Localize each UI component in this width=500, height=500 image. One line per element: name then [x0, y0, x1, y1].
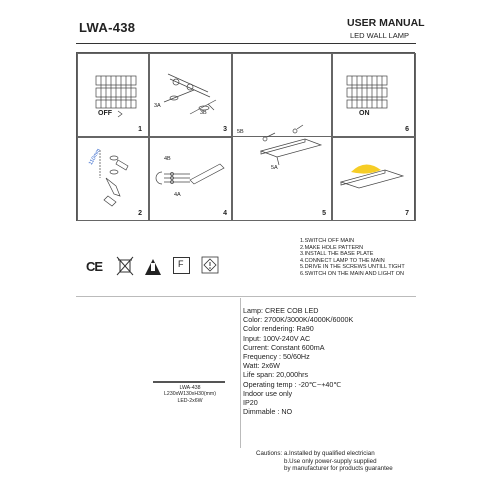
spec-list	[243, 306, 443, 416]
panel-number: 3	[223, 126, 227, 133]
spec-item: Color: 2700K/3000K/4000K/6000K	[243, 315, 354, 325]
spec-item: IP20	[243, 398, 258, 408]
mounting-surface-icon	[143, 255, 163, 277]
step-item: 1.SWITCH OFF MAIN	[300, 238, 355, 244]
spec-item: Color rendering: Ra90	[243, 324, 314, 334]
panel-number: 7	[405, 210, 409, 217]
spec-item: Life span: 20,000hrs	[243, 370, 309, 380]
weee-bin-icon	[116, 255, 134, 277]
product-name: LWA-438	[179, 385, 201, 391]
ce-mark: CE	[86, 259, 103, 274]
spec-item: Watt: 2x6W	[243, 361, 280, 371]
spec-item: Input: 100V-240V AC	[243, 333, 311, 343]
label-4a: 4A	[174, 192, 181, 198]
column-divider	[240, 298, 241, 448]
spec-item: Indoor use only	[243, 388, 293, 398]
label-3a: 3A	[154, 103, 161, 109]
installation-steps	[300, 238, 420, 278]
on-label: ON	[359, 110, 370, 117]
spec-item: Dimmable : NO	[243, 407, 293, 417]
f-mark-label: F	[178, 259, 184, 269]
caution-line: Cautions: a.Installed by qualified electrician	[256, 450, 375, 457]
spec-item: Lamp: CREE COB LED	[243, 306, 319, 315]
panel-2	[77, 137, 149, 221]
panel-number: 4	[223, 210, 227, 217]
product-led: LED-2x6W	[177, 397, 203, 404]
off-label: OFF	[98, 110, 112, 117]
panel-5	[232, 53, 332, 221]
step-item: 6.SWITCH ON THE MAIN AND LIGHT ON	[300, 270, 405, 277]
step-item: 4.CONNECT LAMP TO THE MAIN	[300, 257, 385, 264]
caution-line: by manufacturer for products guarantee	[284, 465, 393, 473]
header-rule	[76, 43, 416, 44]
panel-number: 2	[138, 210, 142, 217]
panel-1	[77, 53, 149, 137]
panel-7	[332, 137, 416, 221]
panel-3	[149, 53, 232, 137]
panel-number: 6	[405, 126, 409, 133]
spec-item: Frequency : 50/60Hz	[243, 352, 310, 362]
panel-4	[149, 137, 232, 221]
warning-icon	[201, 256, 219, 274]
section-divider	[76, 296, 416, 297]
product-size: L230xW130xH30(mm)	[164, 391, 216, 398]
product-outline	[153, 381, 225, 383]
product-drawing-caption	[150, 385, 230, 404]
label-4b: 4B	[164, 156, 171, 162]
mounting-screws-drawing	[233, 53, 333, 221]
step-item: 2.MAKE HOLE PATTERN	[300, 244, 364, 251]
panel-number: 1	[138, 126, 142, 133]
flammable-surface-mark	[173, 257, 190, 274]
label-5b: 5B	[237, 129, 244, 135]
wiring-connection-drawing	[150, 138, 233, 222]
spec-item: Operating temp : -20℃~+40℃	[243, 379, 342, 389]
manual-subtitle: LED WALL LAMP	[350, 31, 410, 40]
panel-6	[332, 53, 416, 137]
caution-notes	[256, 450, 446, 473]
panel-number: 5	[322, 210, 326, 217]
label-5a: 5A	[271, 165, 278, 171]
spec-item: Current: Constant 600mA	[243, 342, 325, 352]
step-item: 3.INSTALL THE BASE PLATE	[300, 251, 374, 258]
label-3b: 3B	[200, 110, 207, 116]
base-plate-screws-drawing	[150, 54, 233, 138]
manual-title: USER MANUAL	[347, 17, 425, 29]
dimension-label: 110mm	[87, 147, 103, 167]
installation-diagram	[76, 52, 415, 221]
model-number: LWA-438	[79, 20, 136, 35]
caution-line: b.Use only power-supply supplied	[284, 457, 377, 465]
step-item: 5.DRIVE IN THE SCREWS UNTILL TIGHT	[300, 264, 405, 271]
